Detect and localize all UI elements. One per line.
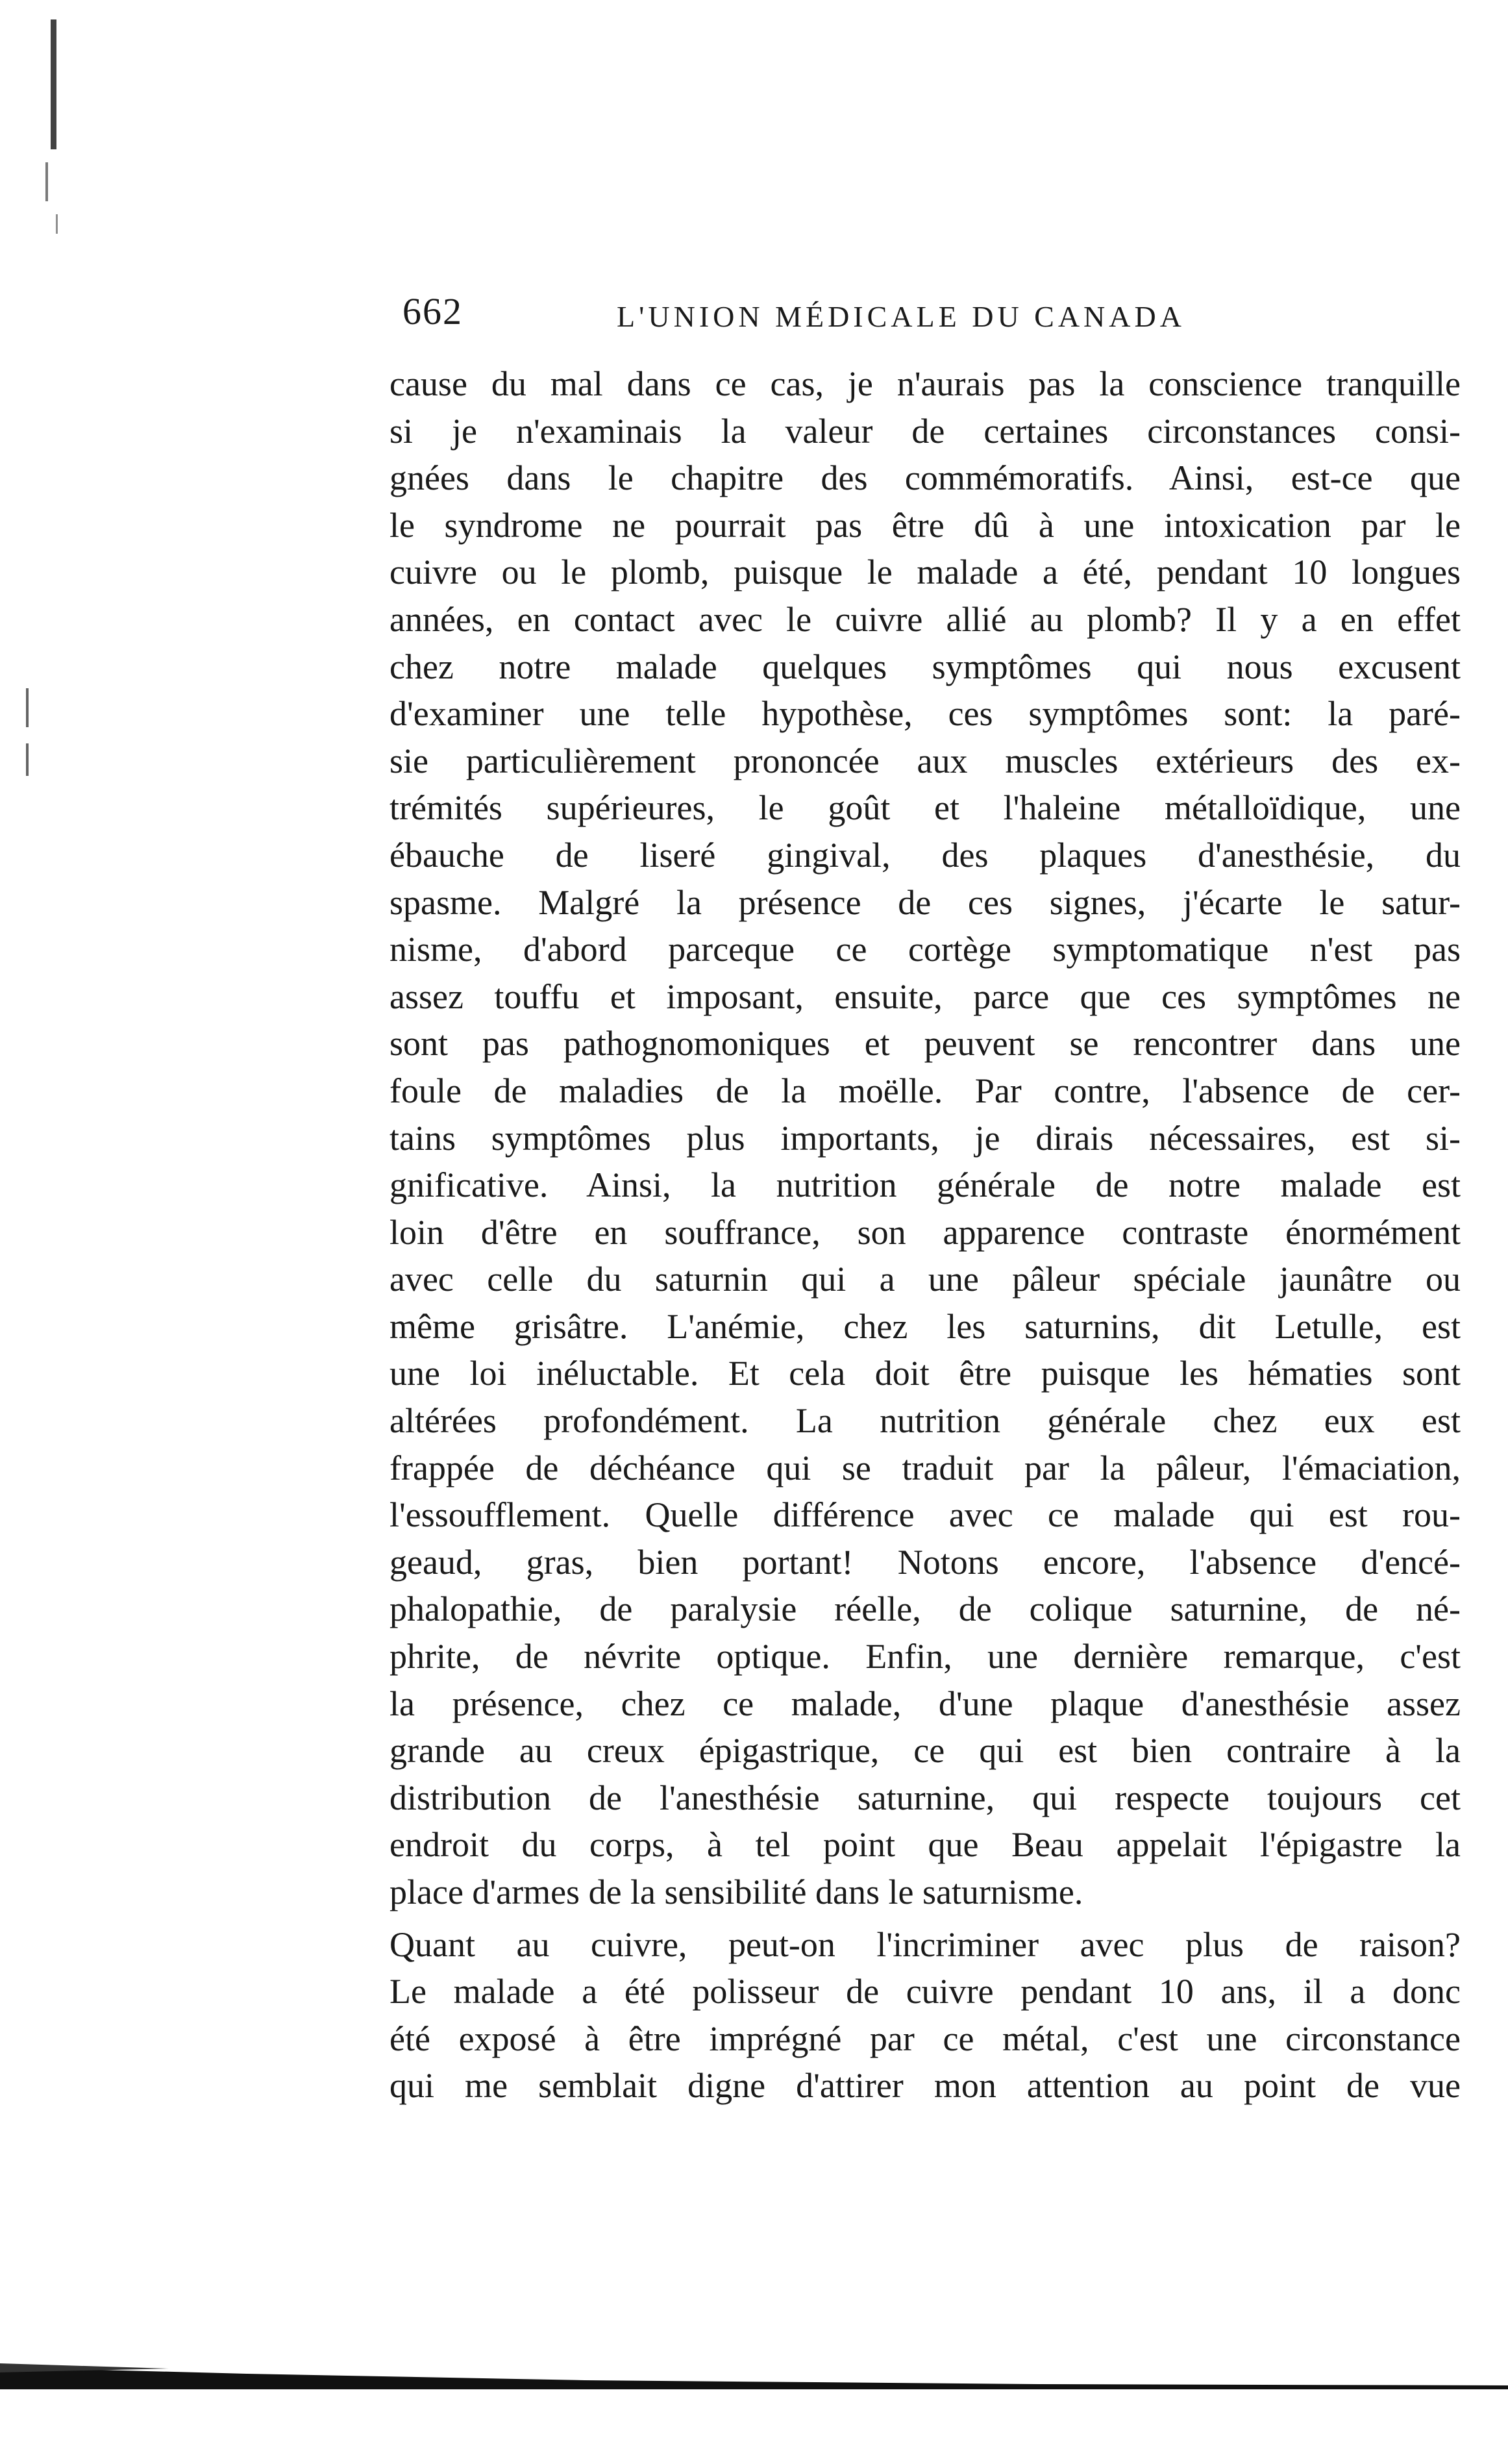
text-line: gnées dans le chapitre des commémoratifs. Ainsi, est-ce que bbox=[389, 458, 1461, 498]
text-line: nisme, d'abord parceque ce cortège symptomatique n'est pas bbox=[389, 930, 1461, 969]
scan-edge-mark bbox=[26, 743, 29, 776]
text-line: Quant au cuivre, peut-on l'incriminer avec plus de raison? bbox=[389, 1924, 1461, 1964]
journal-title: L'UNION MÉDICALE DU CANADA bbox=[617, 300, 1185, 333]
text-line: sie particulièrement prononcée aux muscles extérieurs des ex- bbox=[389, 741, 1461, 780]
scan-edge-mark bbox=[26, 688, 29, 727]
text-line: même grisâtre. L'anémie, chez les saturnins, dit Letulle, est bbox=[389, 1306, 1461, 1346]
scan-edge-mark bbox=[51, 19, 56, 149]
text-line: cuivre ou le plomb, puisque le malade a été, pendant 10 longues bbox=[389, 553, 1461, 592]
paragraph bbox=[389, 360, 1461, 1916]
text-line: trémités supérieures, le goût et l'haleine métalloïdique, une bbox=[389, 788, 1461, 828]
text-line: altérées profondément. La nutrition générale chez eux est bbox=[389, 1401, 1461, 1441]
text-line: phrite, de névrite optique. Enfin, une dernière remarque, c'est bbox=[389, 1637, 1461, 1676]
scan-edge-mark bbox=[56, 214, 58, 234]
running-head bbox=[402, 286, 1441, 338]
text-line: gnificative. Ainsi, la nutrition générale de notre malade est bbox=[389, 1165, 1461, 1205]
text-line: geaud, gras, bien portant! Notons encore, l'absence d'encé- bbox=[389, 1542, 1461, 1582]
text-line: le syndrome ne pourrait pas être dû à une intoxication par le bbox=[389, 505, 1461, 545]
text-line: place d'armes de la sensibilité dans le saturnisme. bbox=[389, 1873, 1083, 1911]
scan-edge-mark bbox=[45, 162, 48, 201]
text-line: Le malade a été polisseur de cuivre pendant 10 ans, il a donc bbox=[389, 1972, 1461, 2011]
text-line: foule de maladies de la moëlle. Par contre, l'absence de cer- bbox=[389, 1071, 1461, 1110]
page-number: 662 bbox=[402, 290, 463, 332]
scan-bottom-smear bbox=[0, 2363, 1508, 2389]
text-line: cause du mal dans ce cas, je n'aurais pas la conscience tranquille bbox=[389, 364, 1461, 403]
text-line: d'examiner une telle hypothèse, ces symptômes sont: la paré- bbox=[389, 694, 1461, 734]
text-line: qui me semblait digne d'attirer mon attention au point de vue bbox=[389, 2066, 1461, 2106]
text-line: ébauche de liseré gingival, des plaques d'anesthésie, du bbox=[389, 835, 1461, 875]
text-line: si je n'examinais la valeur de certaines circonstances consi- bbox=[389, 411, 1461, 451]
text-line: frappée de déchéance qui se traduit par la pâleur, l'émaciation, bbox=[389, 1448, 1461, 1487]
text-line: spasme. Malgré la présence de ces signes, j'écarte le satur- bbox=[389, 882, 1461, 922]
text-line: tains symptômes plus importants, je dirais nécessaires, est si- bbox=[389, 1118, 1461, 1158]
body-text bbox=[389, 360, 1461, 2109]
text-line: la présence, chez ce malade, d'une plaque d'anesthésie assez bbox=[389, 1684, 1461, 1723]
text-line: assez touffu et imposant, ensuite, parce que ces symptômes ne bbox=[389, 977, 1461, 1016]
text-line: avec celle du saturnin qui a une pâleur spéciale jaunâtre ou bbox=[389, 1260, 1461, 1299]
text-line: sont pas pathognomoniques et peuvent se rencontrer dans une bbox=[389, 1024, 1461, 1064]
text-line: loin d'être en souffrance, son apparence contraste énormément bbox=[389, 1212, 1461, 1252]
text-line: l'essoufflement. Quelle différence avec ce malade qui est rou- bbox=[389, 1495, 1461, 1535]
text-line: années, en contact avec le cuivre allié au plomb? Il y a en effet bbox=[389, 599, 1461, 639]
text-line: été exposé à être imprégné par ce métal, c'est une circonstance bbox=[389, 2019, 1461, 2058]
text-line: distribution de l'anesthésie saturnine, qui respecte toujours cet bbox=[389, 1778, 1461, 1817]
text-line: chez notre malade quelques symptômes qui nous excusent bbox=[389, 647, 1461, 686]
text-line: grande au creux épigastrique, ce qui est bien contraire à la bbox=[389, 1731, 1461, 1771]
text-line: endroit du corps, à tel point que Beau appelait l'épigastre la bbox=[389, 1825, 1461, 1865]
paragraph bbox=[389, 1921, 1461, 2109]
text-line: phalopathie, de paralysie réelle, de colique saturnine, de né- bbox=[389, 1589, 1461, 1629]
text-line: une loi inéluctable. Et cela doit être puisque les hématies sont bbox=[389, 1354, 1461, 1393]
